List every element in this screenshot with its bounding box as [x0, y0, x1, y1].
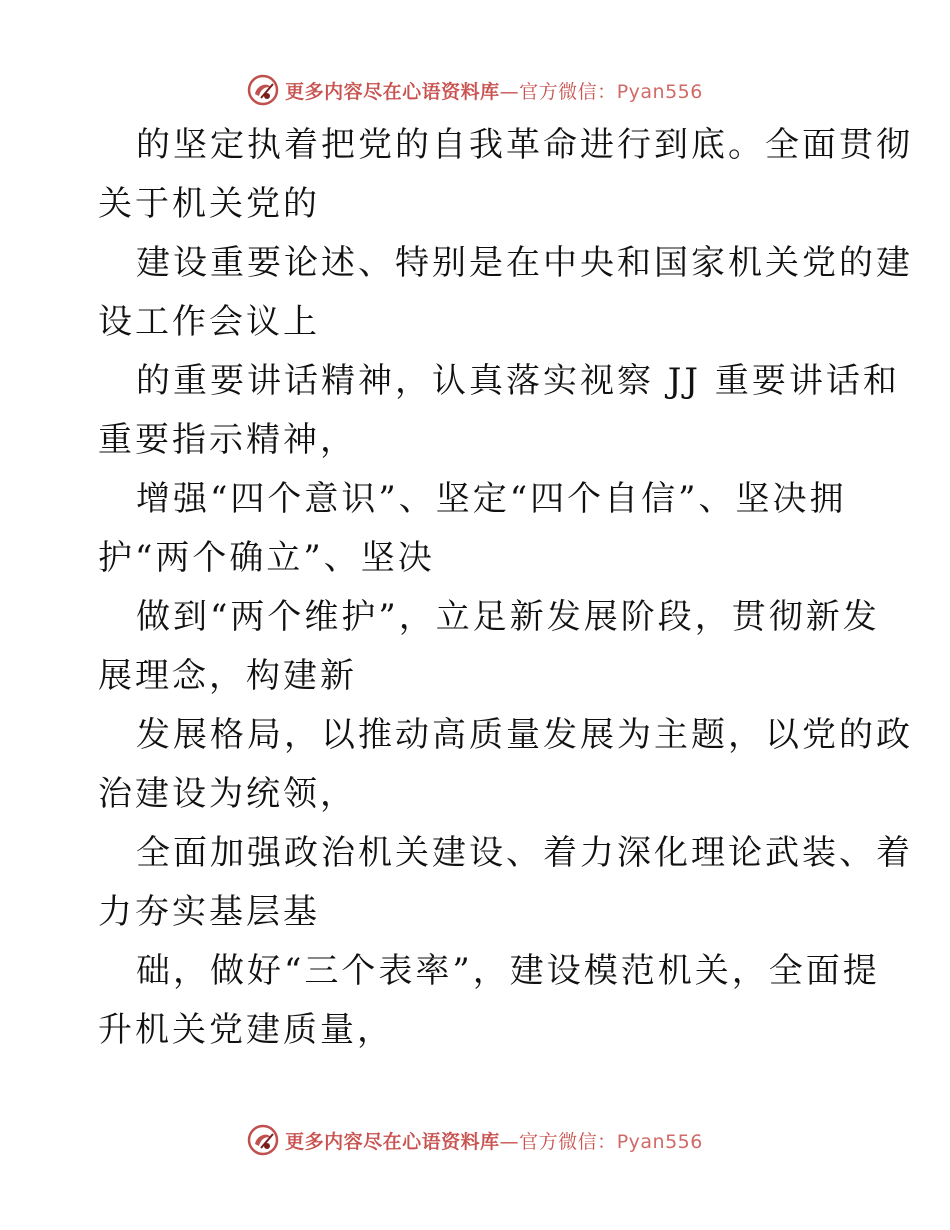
body-line: 设工作会议上: [98, 302, 320, 342]
header-watermark: [0, 70, 950, 110]
watermark-text: [285, 1127, 703, 1154]
body-line: 重要指示精神，: [98, 420, 357, 460]
body-line: 发展格局，以推动高质量发展为主题，以党的政: [136, 715, 913, 755]
red-swirl-logo-icon: [247, 74, 279, 106]
watermark-separator: —: [499, 80, 520, 103]
body-line: 础，做好“三个表率”，建设模范机关，全面提: [136, 951, 880, 991]
watermark-separator: —: [499, 1130, 520, 1153]
body-line: 全面加强政治机关建设、着力深化理论武装、着: [136, 833, 913, 873]
watermark-group: [247, 74, 703, 106]
document-body: [98, 116, 913, 1060]
body-line: 治建设为统领，: [98, 774, 357, 814]
watermark-group: [247, 1124, 703, 1156]
red-swirl-logo-icon: [247, 1124, 279, 1156]
watermark-id: Pyan556: [616, 80, 703, 103]
watermark-main: 更多内容尽在心语资料库: [285, 80, 500, 103]
watermark-main: 更多内容尽在心语资料库: [285, 1130, 500, 1153]
body-line: 展理念，构建新: [98, 656, 357, 696]
footer-watermark: [0, 1120, 950, 1160]
body-line: 建设重要论述、特别是在中央和国家机关党的建: [136, 243, 913, 283]
watermark-text: [285, 77, 703, 104]
body-line: 的坚定执着把党的自我革命进行到底。全面贯彻: [136, 125, 913, 165]
body-line: 关于机关党的: [98, 184, 320, 224]
body-line: 增强“四个意识”、坚定“四个自信”、坚决拥: [136, 479, 847, 519]
watermark-id: Pyan556: [616, 1130, 703, 1153]
watermark-suffix: 官方微信：: [519, 80, 617, 103]
body-line: 力夯实基层基: [98, 892, 320, 932]
watermark-suffix: 官方微信：: [519, 1130, 617, 1153]
body-line: 做到“两个维护”，立足新发展阶段，贯彻新发: [136, 597, 880, 637]
body-line: 升机关党建质量，: [98, 1010, 394, 1050]
body-line: 护“两个确立”、坚决: [98, 538, 435, 578]
body-line: 的重要讲话精神，认真落实视察 JJ 重要讲话和: [136, 361, 900, 401]
